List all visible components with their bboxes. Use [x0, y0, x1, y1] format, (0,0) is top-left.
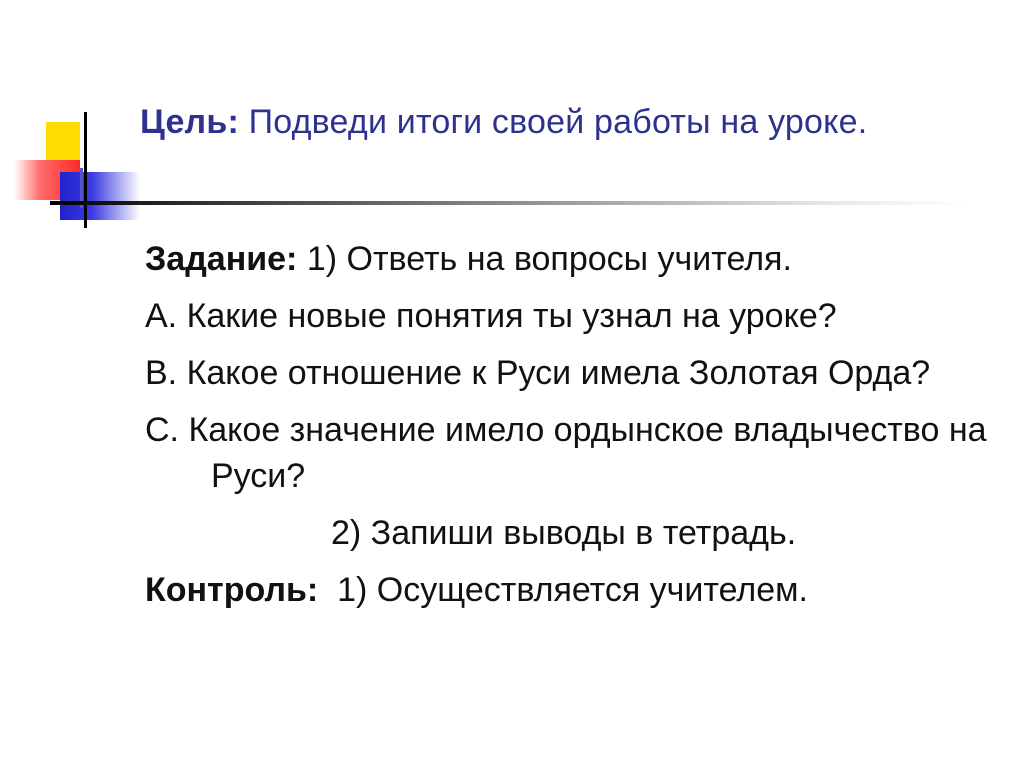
control-line — [145, 567, 995, 613]
control-label: Контроль: — [145, 571, 319, 609]
blue-square — [60, 172, 140, 220]
slide-body — [145, 236, 995, 624]
question-a: А. Какие новые понятия ты узнал на уроке? — [145, 297, 837, 335]
question-c: С. Какое значение имело ордынское владычество на Руси? — [145, 411, 987, 495]
title-label: Цель: — [140, 103, 239, 141]
title-divider — [50, 201, 970, 205]
task-line — [145, 236, 995, 282]
control-text: 1) Осуществляется учителем. — [318, 571, 808, 609]
title-text: Подведи итоги своей работы на уроке. — [238, 103, 868, 141]
task-text: 1) Ответь на вопросы учителя. — [297, 240, 792, 278]
task-2: 2) Запиши выводы в тетрадь. — [331, 514, 797, 552]
vertical-rule — [84, 112, 87, 228]
task-label: Задание: — [145, 240, 298, 278]
slide-title — [140, 103, 867, 142]
question-b: В. Какое отношение к Руси имела Золотая Орда? — [145, 354, 931, 392]
